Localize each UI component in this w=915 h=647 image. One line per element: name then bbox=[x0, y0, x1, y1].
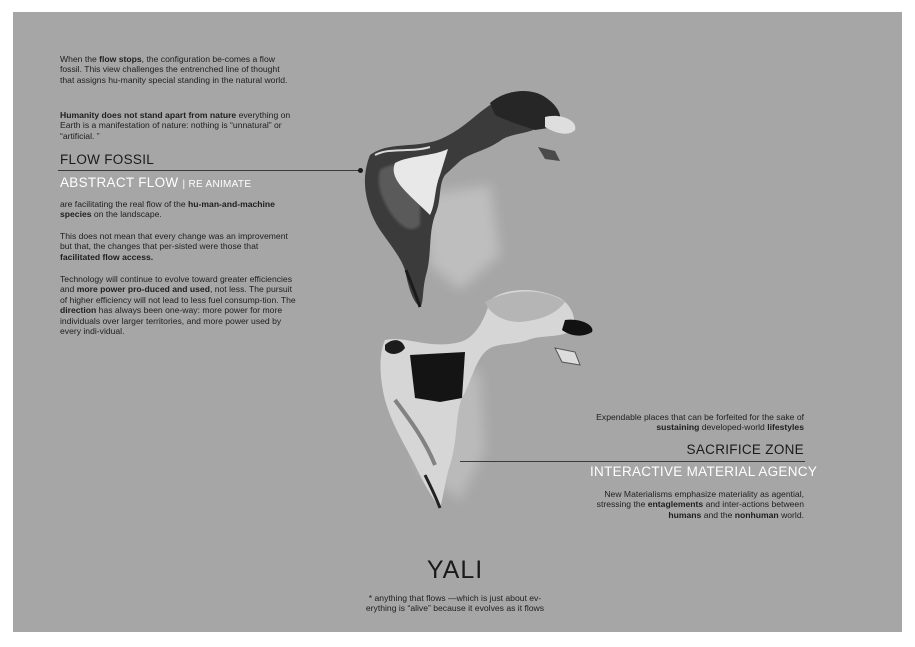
flow-fossil-heading: FLOW FOSSIL bbox=[60, 152, 155, 167]
island-map-lower bbox=[370, 280, 610, 520]
interactive-material-agency-heading: INTERACTIVE MATERIAL AGENCY bbox=[590, 464, 818, 479]
technology-paragraph: Technology will continue to evolve toward greater efficiencies and more power pro-duced and used, not less. The pursuit of higher efficiency will not lead to less fuel consump-tion. The direction has always been one-way: more power for more individuals over larger territories, and more power used by every indi-vidual. bbox=[60, 274, 296, 337]
sacrifice-zone-rule bbox=[460, 461, 805, 462]
new-materialisms-paragraph: New Materialisms emphasize materiality as agential, stressing the entaglements and inter-actions between humans and the nonhuman world. bbox=[596, 489, 804, 520]
nature-paragraph: Humanity does not stand apart from nature everything on Earth is a manifestation of nature: nothing is “unnatural” or “artificial. ” bbox=[60, 110, 291, 141]
poster-caption bbox=[340, 593, 570, 614]
flow-access-paragraph: This does not mean that every change was an improvement but that, the changes that per-sisted were those that facilitated flow access. bbox=[60, 231, 288, 262]
abstract-flow-heading: ABSTRACT FLOW | RE ANIMATE bbox=[60, 175, 252, 190]
re-animate-subheading: | RE ANIMATE bbox=[182, 179, 252, 190]
flow-fossil-rule bbox=[58, 170, 360, 171]
intro-paragraph: When the flow stops, the configuration be-comes a flow fossil. This view challenges the entrenched line of thought that assigns hu-manity special standing in the natural world. bbox=[60, 54, 288, 85]
expendable-places-paragraph: Expendable places that can be forfeited for the sake of sustaining developed-world lifestyles bbox=[596, 412, 804, 433]
caption-line-1: * anything that flows —which is just about ev- bbox=[368, 593, 542, 603]
island-map-upper bbox=[350, 75, 590, 315]
poster-title: YALI bbox=[426, 556, 484, 584]
sacrifice-zone-heading: SACRIFICE ZONE bbox=[686, 442, 804, 457]
flow-species-paragraph: are facilitating the real flow of the hu-man-and-machine species on the landscape. bbox=[60, 199, 275, 220]
caption-line-2: erything is “alive” because it evolves as it flows bbox=[365, 603, 545, 614]
